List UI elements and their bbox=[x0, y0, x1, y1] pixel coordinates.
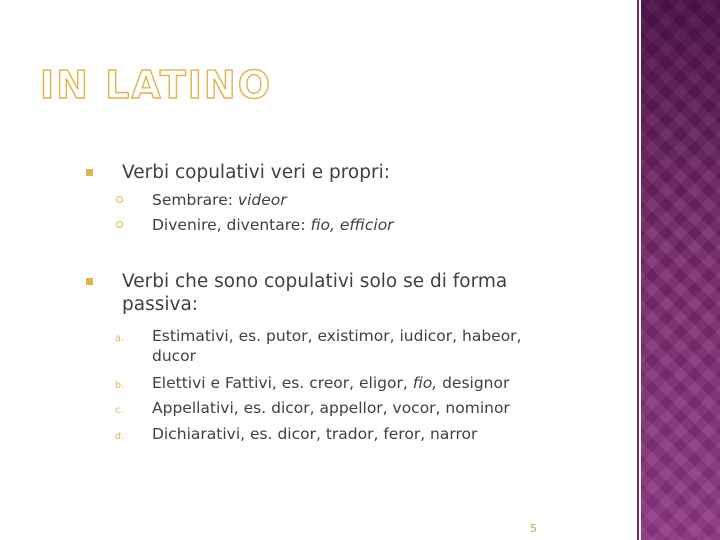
page-number: 5 bbox=[530, 522, 537, 535]
square-bullet-icon bbox=[86, 278, 93, 285]
bullet-2-line-2: passiva: bbox=[122, 294, 199, 315]
sub-bullet-1-2: Divenire, diventare: fio, efficior bbox=[152, 216, 394, 234]
sub-bullet-2-a-line-2: ducor bbox=[152, 347, 197, 365]
sub-bullet-2-c: Appellativi, es. dicor, appellor, vocor, nominor bbox=[152, 399, 510, 417]
ring-bullet-icon bbox=[116, 196, 123, 203]
list-marker-d: d. bbox=[115, 431, 125, 442]
square-bullet-icon bbox=[86, 169, 93, 176]
decorative-sidebar bbox=[641, 0, 720, 540]
sub-bullet-2-d: Dichiarativi, es. dicor, trador, feror, narror bbox=[152, 425, 478, 443]
bullet-1-text: Verbi copulativi veri e propri: bbox=[122, 162, 390, 183]
list-marker-b: b. bbox=[115, 380, 125, 391]
list-marker-a: a. bbox=[115, 333, 124, 344]
sidebar-divider bbox=[637, 0, 639, 540]
sub-bullet-1-1: Sembrare: videor bbox=[152, 191, 287, 209]
slide-title: IN LATINO bbox=[40, 63, 273, 107]
bullet-2-line-1: Verbi che sono copulativi solo se di forma bbox=[122, 271, 508, 292]
sub-bullet-2-b: Elettivi e Fattivi, es. creor, eligor, fio, designor bbox=[152, 374, 510, 392]
list-marker-c: c. bbox=[115, 405, 124, 416]
ring-bullet-icon bbox=[116, 221, 123, 228]
sub-bullet-2-a-line-1: Estimativi, es. putor, existimor, iudicor, habeor, bbox=[152, 327, 522, 345]
